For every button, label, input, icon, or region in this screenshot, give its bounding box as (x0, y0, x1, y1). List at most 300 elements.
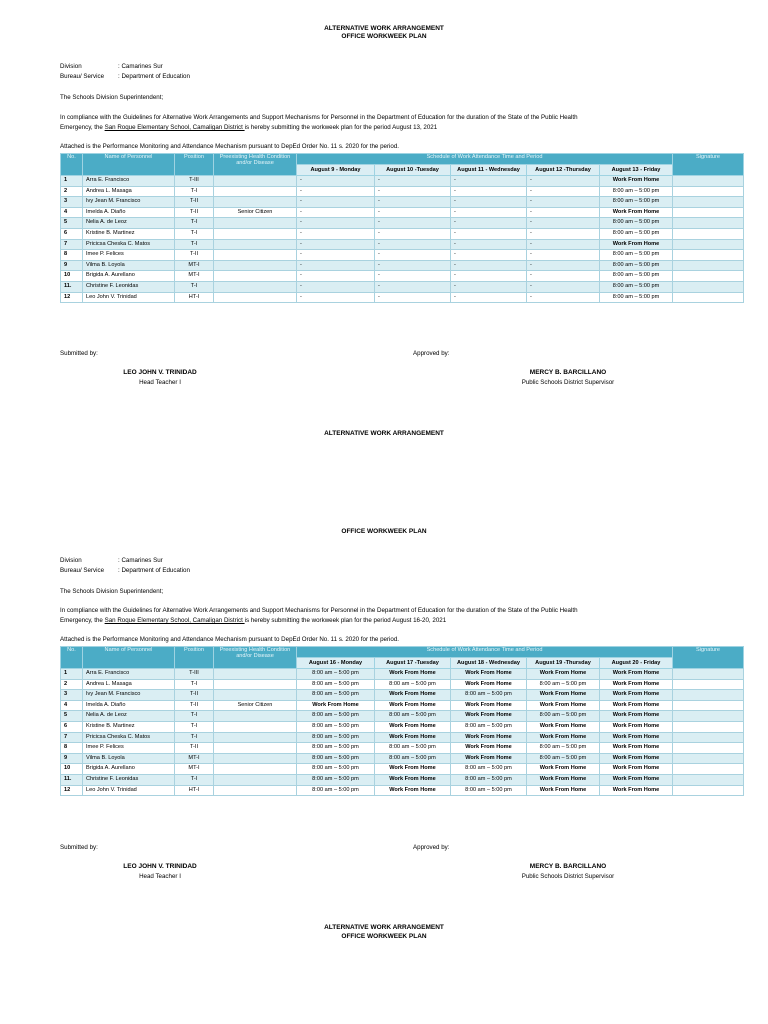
personnel-name: Arra E. Francisco (83, 176, 175, 187)
table-row (61, 669, 744, 680)
schedule-cell: - (297, 271, 375, 282)
schedule-cell: Work From Home (600, 721, 673, 732)
schedule-cell: - (375, 239, 451, 250)
condition-cell (214, 711, 297, 722)
row-number: 8 (61, 743, 83, 754)
bureau-label: Bureau/ Service (60, 567, 105, 574)
condition-cell: Senior Citizen (214, 700, 297, 711)
header-signature: Signature (673, 154, 744, 176)
position-cell: T-II (175, 700, 214, 711)
personnel-name: Arra E. Francisco (83, 669, 175, 680)
schedule-cell: Work From Home (375, 764, 451, 775)
schedule-cell: - (297, 239, 375, 250)
condition-cell (214, 732, 297, 743)
position-cell: T-II (175, 250, 214, 261)
signature-cell (673, 679, 744, 690)
signature-cell (673, 176, 744, 187)
paragraph-text: Emergency, the (60, 124, 105, 131)
row-number: 9 (61, 260, 83, 271)
position-cell: T-I (175, 228, 214, 239)
signature-cell (673, 281, 744, 292)
schedule-cell: - (527, 197, 600, 208)
row-number: 5 (61, 218, 83, 229)
personnel-name: Christine F. Leonidas (83, 281, 175, 292)
submitter-title: Head Teacher I (139, 873, 181, 880)
header-day: August 19 -Thursday (527, 658, 600, 669)
condition-cell (214, 176, 297, 187)
schedule-cell: - (451, 186, 527, 197)
schedule-cell: Work From Home (600, 743, 673, 754)
schedule-cell: - (375, 281, 451, 292)
row-number: 10 (61, 271, 83, 282)
condition-cell (214, 292, 297, 303)
schedule-cell: - (527, 207, 600, 218)
table-row (61, 721, 744, 732)
personnel-name: Andrea L. Masaga (83, 679, 175, 690)
schedule-cell: 8:00 am – 5:00 pm (297, 711, 375, 722)
schedule-cell: 8:00 am – 5:00 pm (297, 743, 375, 754)
salutation: The Schools Division Superintendent; (60, 588, 164, 595)
schedule-cell: - (451, 281, 527, 292)
table-row (61, 774, 744, 785)
schedule-cell: Work From Home (600, 239, 673, 250)
table-row (61, 239, 744, 250)
table-row (61, 753, 744, 764)
schedule-cell: Work From Home (375, 700, 451, 711)
position-cell: HT-I (175, 292, 214, 303)
personnel-name: Vilma B. Loyola (83, 260, 175, 271)
condition-cell (214, 743, 297, 754)
submitter-name: LEO JOHN V. TRINIDAD (123, 369, 197, 376)
bureau-label: Bureau/ Service (60, 73, 105, 80)
schedule-cell: Work From Home (600, 753, 673, 764)
row-number: 1 (61, 669, 83, 680)
paragraph-text: Emergency, the (60, 617, 105, 624)
schedule-cell: Work From Home (527, 700, 600, 711)
position-cell: T-I (175, 774, 214, 785)
schedule-cell: Work From Home (527, 669, 600, 680)
document-subtitle: OFFICE WORKWEEK PLAN (341, 528, 427, 535)
bureau-value: : Department of Education (118, 567, 190, 574)
condition-cell (214, 669, 297, 680)
personnel-name: Pricicsa Cheska C. Matos (83, 732, 175, 743)
division-value: : Camarines Sur (118, 557, 163, 564)
schedule-cell: Work From Home (375, 774, 451, 785)
schedule-cell: - (297, 228, 375, 239)
schedule-cell: Work From Home (451, 743, 527, 754)
schedule-cell: 8:00 am – 5:00 pm (375, 679, 451, 690)
approver-title: Public Schools District Supervisor (521, 873, 615, 880)
table-row (61, 271, 744, 282)
condition-cell (214, 753, 297, 764)
table-row (61, 250, 744, 261)
table-row (61, 260, 744, 271)
schedule-cell: - (297, 197, 375, 208)
signature-cell (673, 753, 744, 764)
approver-name: MERCY B. BARCILLANO (529, 863, 607, 870)
schedule-cell: Work From Home (527, 690, 600, 701)
signature-cell (673, 292, 744, 303)
schedule-cell: Work From Home (600, 679, 673, 690)
bureau-value: : Department of Education (118, 73, 190, 80)
header-schedule: Schedule of Work Attendance Time and Period (297, 647, 673, 658)
row-number: 2 (61, 186, 83, 197)
schedule-cell: 8:00 am – 5:00 pm (600, 218, 673, 229)
position-cell: HT-I (175, 785, 214, 796)
header-day: August 20 - Friday (600, 658, 673, 669)
schedule-cell: Work From Home (375, 669, 451, 680)
signature-cell (673, 700, 744, 711)
paragraph-period: is hereby submitting the workweek plan for the period August 13, 2021 (244, 124, 438, 131)
signature-cell (673, 186, 744, 197)
schedule-cell: 8:00 am – 5:00 pm (297, 732, 375, 743)
schedule-cell: 8:00 am – 5:00 pm (600, 292, 673, 303)
personnel-name: Imee P. Felices (83, 250, 175, 261)
signature-cell (673, 785, 744, 796)
schedule-cell: - (375, 186, 451, 197)
personnel-name: Kristine B. Martinez (83, 721, 175, 732)
row-number: 4 (61, 207, 83, 218)
condition-cell (214, 281, 297, 292)
schedule-cell: 8:00 am – 5:00 pm (451, 764, 527, 775)
header-day: August 13 - Friday (600, 165, 673, 176)
schedule-cell: Work From Home (451, 679, 527, 690)
schedule-cell: - (451, 218, 527, 229)
condition-cell (214, 186, 297, 197)
schedule-cell: Work From Home (451, 700, 527, 711)
signature-cell (673, 721, 744, 732)
row-number: 12 (61, 785, 83, 796)
schedule-cell: - (527, 260, 600, 271)
schedule-cell: - (527, 250, 600, 261)
signature-cell (673, 250, 744, 261)
position-cell: T-I (175, 721, 214, 732)
document-subtitle: OFFICE WORKWEEK PLAN (341, 33, 427, 40)
schedule-cell: - (297, 250, 375, 261)
header-day: August 18 - Wednesday (451, 658, 527, 669)
header-schedule: Schedule of Work Attendance Time and Period (297, 154, 673, 165)
personnel-name: Leo John V. Trinidad (83, 785, 175, 796)
position-cell: T-II (175, 690, 214, 701)
schedule-cell: Work From Home (527, 785, 600, 796)
signature-cell (673, 732, 744, 743)
document-title: ALTERNATIVE WORK ARRANGEMENT (324, 430, 444, 437)
school-name: San Roque Elementary School, Camaligan District (104, 617, 245, 624)
table-row (61, 228, 744, 239)
schedule-cell: - (375, 228, 451, 239)
workweek-table-1 (60, 153, 744, 303)
schedule-cell: 8:00 am – 5:00 pm (297, 721, 375, 732)
paragraph-line-2 (60, 123, 720, 133)
header-name: Name of Personnel (83, 647, 175, 669)
schedule-cell: - (297, 292, 375, 303)
signature-cell (673, 207, 744, 218)
schedule-cell: - (375, 207, 451, 218)
schedule-cell: 8:00 am – 5:00 pm (451, 774, 527, 785)
schedule-cell: 8:00 am – 5:00 pm (375, 711, 451, 722)
schedule-cell: 8:00 am – 5:00 pm (297, 753, 375, 764)
header-position: Position (175, 154, 214, 176)
table-row (61, 785, 744, 796)
table-row (61, 218, 744, 229)
row-number: 5 (61, 711, 83, 722)
position-cell: T-I (175, 239, 214, 250)
table-row (61, 186, 744, 197)
approved-by-label: Approved by: (413, 844, 450, 851)
row-number: 12 (61, 292, 83, 303)
schedule-cell: 8:00 am – 5:00 pm (297, 785, 375, 796)
schedule-cell: 8:00 am – 5:00 pm (600, 271, 673, 282)
schedule-cell: Work From Home (527, 764, 600, 775)
schedule-cell: 8:00 am – 5:00 pm (375, 743, 451, 754)
header-name: Name of Personnel (83, 154, 175, 176)
schedule-cell: 8:00 am – 5:00 pm (600, 260, 673, 271)
schedule-cell: Work From Home (375, 732, 451, 743)
schedule-cell: - (375, 176, 451, 187)
schedule-cell: 8:00 am – 5:00 pm (297, 679, 375, 690)
schedule-cell: - (375, 292, 451, 303)
submitter-title: Head Teacher I (139, 379, 181, 386)
schedule-cell: - (451, 176, 527, 187)
table-row (61, 732, 744, 743)
schedule-cell: - (451, 271, 527, 282)
attached-note: Attached is the Performance Monitoring and Attendance Mechanism pursuant to DepEd Order No. 11 s. 2020 for the period. (60, 143, 400, 150)
schedule-cell: 8:00 am – 5:00 pm (297, 690, 375, 701)
position-cell: MT-I (175, 764, 214, 775)
table-row (61, 176, 744, 187)
personnel-name: Ivy Jean M. Francisco (83, 197, 175, 208)
schedule-cell: - (527, 281, 600, 292)
signature-cell (673, 239, 744, 250)
schedule-cell: 8:00 am – 5:00 pm (527, 711, 600, 722)
document-title: ALTERNATIVE WORK ARRANGEMENT (324, 25, 444, 32)
schedule-cell: Work From Home (600, 176, 673, 187)
schedule-cell: 8:00 am – 5:00 pm (600, 228, 673, 239)
personnel-name: Christine F. Leonidas (83, 774, 175, 785)
schedule-cell: 8:00 am – 5:00 pm (600, 281, 673, 292)
approved-by-label: Approved by: (413, 350, 450, 357)
condition-cell (214, 197, 297, 208)
schedule-cell: Work From Home (600, 764, 673, 775)
attached-note: Attached is the Performance Monitoring and Attendance Mechanism pursuant to DepEd Order No. 11 s. 2020 for the period. (60, 636, 400, 643)
schedule-cell: Work From Home (375, 690, 451, 701)
schedule-cell: Work From Home (600, 774, 673, 785)
position-cell: MT-I (175, 753, 214, 764)
schedule-cell: Work From Home (451, 711, 527, 722)
header-condition: Preexisting Health Condition and/or Disease (214, 154, 297, 176)
header-no: No. (61, 647, 83, 669)
signature-cell (673, 669, 744, 680)
schedule-cell: - (375, 271, 451, 282)
workweek-table (60, 646, 744, 796)
personnel-name: Nelia A. de Leoz (83, 711, 175, 722)
personnel-name: Vilma B. Loyola (83, 753, 175, 764)
row-number: 10 (61, 764, 83, 775)
schedule-cell: 8:00 am – 5:00 pm (451, 690, 527, 701)
table-row (61, 679, 744, 690)
schedule-cell: - (451, 292, 527, 303)
position-cell: T-II (175, 743, 214, 754)
position-cell: T-I (175, 218, 214, 229)
schedule-cell: Work From Home (600, 732, 673, 743)
position-cell: T-I (175, 711, 214, 722)
schedule-cell: - (451, 228, 527, 239)
schedule-cell: - (527, 186, 600, 197)
schedule-cell: - (451, 239, 527, 250)
schedule-cell: - (527, 218, 600, 229)
signature-cell (673, 260, 744, 271)
table-row (61, 207, 744, 218)
division-label: Division (60, 557, 82, 564)
division-label: Division (60, 63, 82, 70)
approver-title: Public Schools District Supervisor (521, 379, 615, 386)
header-day: August 16 - Monday (297, 658, 375, 669)
schedule-cell: - (297, 218, 375, 229)
submitter-name: LEO JOHN V. TRINIDAD (123, 863, 197, 870)
schedule-cell: 8:00 am – 5:00 pm (375, 753, 451, 764)
schedule-cell: 8:00 am – 5:00 pm (451, 721, 527, 732)
table-row (61, 743, 744, 754)
header-info (60, 556, 190, 576)
signature-cell (673, 228, 744, 239)
header-day: August 10 -Tuesday (375, 165, 451, 176)
condition-cell: Senior Citizen (214, 207, 297, 218)
schedule-cell: Work From Home (600, 669, 673, 680)
schedule-cell: Work From Home (297, 700, 375, 711)
row-number: 1 (61, 176, 83, 187)
table-row (61, 197, 744, 208)
condition-cell (214, 271, 297, 282)
header-condition: Preexisting Health Condition and/or Disease (214, 647, 297, 669)
schedule-cell: 8:00 am – 5:00 pm (527, 753, 600, 764)
schedule-cell: - (527, 176, 600, 187)
schedule-cell: Work From Home (600, 711, 673, 722)
schedule-cell: - (297, 207, 375, 218)
schedule-cell: Work From Home (527, 732, 600, 743)
condition-cell (214, 690, 297, 701)
position-cell: T-I (175, 186, 214, 197)
condition-cell (214, 721, 297, 732)
position-cell: MT-I (175, 271, 214, 282)
schedule-cell: - (451, 250, 527, 261)
signature-cell (673, 271, 744, 282)
row-number: 3 (61, 690, 83, 701)
position-cell: T-I (175, 281, 214, 292)
row-number: 3 (61, 197, 83, 208)
schedule-cell: 8:00 am – 5:00 pm (297, 774, 375, 785)
personnel-name: Imelda A. Diaño (83, 700, 175, 711)
schedule-cell: Work From Home (451, 669, 527, 680)
compliance-paragraph (60, 113, 720, 133)
workweek-table-2 (60, 646, 744, 796)
position-cell: T-II (175, 207, 214, 218)
school-name: San Roque Elementary School, Camaligan District (104, 124, 245, 131)
schedule-cell: - (451, 207, 527, 218)
condition-cell (214, 228, 297, 239)
schedule-cell: Work From Home (600, 207, 673, 218)
personnel-name: Brigida A. Aurellano (83, 271, 175, 282)
signature-cell (673, 711, 744, 722)
schedule-cell: 8:00 am – 5:00 pm (527, 743, 600, 754)
row-number: 7 (61, 239, 83, 250)
schedule-cell: 8:00 am – 5:00 pm (600, 197, 673, 208)
submitted-by-label: Submitted by: (60, 350, 98, 357)
division-value: : Camarines Sur (118, 63, 163, 70)
signature-cell (673, 218, 744, 229)
header-day: August 9 - Monday (297, 165, 375, 176)
compliance-paragraph (60, 606, 720, 626)
header-no: No. (61, 154, 83, 176)
row-number: 11. (61, 774, 83, 785)
schedule-cell: - (375, 260, 451, 271)
schedule-cell: 8:00 am – 5:00 pm (600, 250, 673, 261)
schedule-cell: Work From Home (527, 721, 600, 732)
schedule-cell: Work From Home (600, 700, 673, 711)
schedule-cell: - (375, 250, 451, 261)
row-number: 7 (61, 732, 83, 743)
condition-cell (214, 260, 297, 271)
row-number: 11. (61, 281, 83, 292)
header-signature: Signature (673, 647, 744, 669)
row-number: 6 (61, 228, 83, 239)
schedule-cell: - (297, 260, 375, 271)
schedule-cell: - (527, 228, 600, 239)
schedule-cell: 8:00 am – 5:00 pm (451, 785, 527, 796)
position-cell: T-III (175, 176, 214, 187)
paragraph-period: is hereby submitting the workweek plan for the period August 16-20, 2021 (244, 617, 447, 624)
schedule-cell: - (451, 260, 527, 271)
row-number: 9 (61, 753, 83, 764)
paragraph-line-2 (60, 616, 720, 626)
personnel-name: Imee P. Felices (83, 743, 175, 754)
schedule-cell: - (527, 292, 600, 303)
row-number: 8 (61, 250, 83, 261)
header-position: Position (175, 647, 214, 669)
approver-name: MERCY B. BARCILLANO (529, 369, 607, 376)
schedule-cell: 8:00 am – 5:00 pm (600, 186, 673, 197)
personnel-name: Imelda A. Diaño (83, 207, 175, 218)
header-day: August 12 -Thursday (527, 165, 600, 176)
signature-cell (673, 690, 744, 701)
condition-cell (214, 764, 297, 775)
header-info (60, 62, 190, 82)
row-number: 4 (61, 700, 83, 711)
position-cell: T-II (175, 197, 214, 208)
schedule-cell: Work From Home (451, 732, 527, 743)
personnel-name: Brigida A. Aurellano (83, 764, 175, 775)
schedule-cell: - (297, 176, 375, 187)
condition-cell (214, 774, 297, 785)
schedule-cell: - (527, 239, 600, 250)
header-day: August 11 - Wednesday (451, 165, 527, 176)
schedule-cell: Work From Home (375, 721, 451, 732)
row-number: 6 (61, 721, 83, 732)
schedule-cell: - (375, 197, 451, 208)
schedule-cell: Work From Home (451, 753, 527, 764)
condition-cell (214, 218, 297, 229)
row-number: 2 (61, 679, 83, 690)
schedule-cell: Work From Home (600, 785, 673, 796)
personnel-name: Pricicsa Cheska C. Matos (83, 239, 175, 250)
personnel-name: Leo John V. Trinidad (83, 292, 175, 303)
table-row (61, 281, 744, 292)
signature-cell (673, 764, 744, 775)
personnel-name: Andrea L. Masaga (83, 186, 175, 197)
schedule-cell: Work From Home (527, 774, 600, 785)
condition-cell (214, 250, 297, 261)
table-row (61, 764, 744, 775)
paragraph-line-1: In compliance with the Guidelines for Alternative Work Arrangements and Support Mechanisms for Personnel in the Department of Education for the duration of the State of the Public Health (60, 114, 578, 121)
